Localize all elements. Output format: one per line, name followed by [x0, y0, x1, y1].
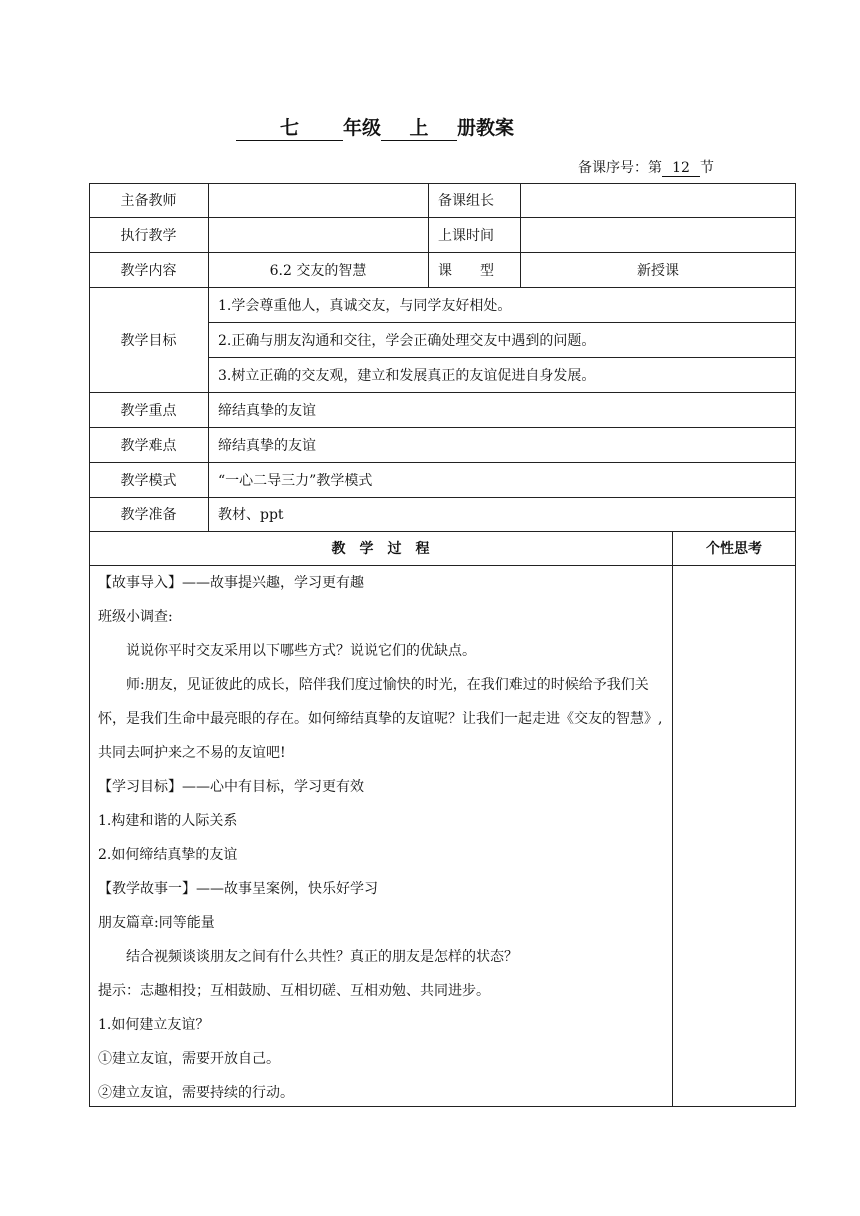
lesson-serial — [578, 157, 714, 177]
section-heading: 【故事导入】——故事提兴趣，学习更有趣 — [98, 575, 364, 591]
process-line: ②建立友谊，需要持续的行动。 — [98, 1085, 294, 1101]
process-paragraph: 师:朋友，见证彼此的成长，陪伴我们度过愉快的时光，在我们难过的时候给予我们关怀，是我们生命中最亮眼的存在。如何缔结真挚的友谊呢？让我们一起走进《交友的智慧》,共同去呵护来之不易的友谊吧! — [98, 677, 663, 761]
process-line: 2.如何缔结真挚的友谊 — [98, 847, 238, 863]
objective-item: 3.树立正确的交友观，建立和发展真正的友谊促进自身发展。 — [218, 367, 596, 384]
class-time-label: 上课时间 — [438, 227, 494, 244]
process-line: 说说你平时交友采用以下哪些方式？说说它们的优缺点。 — [126, 643, 476, 659]
process-line: ①建立友谊，需要开放自己。 — [98, 1051, 280, 1067]
process-line: 结合视频谈谈朋友之间有什么共性？真正的朋友是怎样的状态？ — [126, 949, 518, 965]
process-line: 1.如何建立友谊？ — [98, 1017, 210, 1033]
class-time-value — [520, 217, 796, 252]
lead-teacher-value — [208, 183, 428, 217]
objectives-label: 教学目标 — [120, 332, 177, 349]
exec-teacher-value — [208, 217, 428, 252]
key-point-value: 缔结真挚的友谊 — [218, 402, 316, 419]
process-line: 1.构建和谐的人际关系 — [98, 813, 238, 829]
section-heading: 【学习目标】——心中有目标，学习更有效 — [98, 779, 364, 795]
teaching-mode-label: 教学模式 — [120, 472, 177, 489]
serial-suffix: 节 — [700, 160, 714, 176]
process-line: 班级小调查: — [98, 609, 173, 625]
objective-item: 1.学会尊重他人，真诚交友，与同学友好相处。 — [218, 297, 512, 314]
term-suffix: 册教案 — [457, 117, 515, 139]
process-line: 提示：志趣相投；互相鼓励、互相切磋、互相劝勉、共同进步。 — [98, 983, 490, 999]
difficulty-value: 缔结真挚的友谊 — [218, 437, 316, 454]
grade-value: 七 — [236, 116, 343, 141]
lead-teacher-label: 主备教师 — [120, 193, 177, 209]
group-leader-value — [520, 183, 796, 217]
grade-suffix: 年级 — [343, 117, 382, 139]
serial-label: 备课序号：第 — [578, 160, 662, 176]
section-heading: 【教学故事一】——故事呈案例，快乐好学习 — [98, 881, 378, 897]
lesson-type-value: 新授课 — [637, 262, 679, 279]
process-header: 教 学 过 程 — [331, 541, 430, 557]
term-value: 上 — [381, 116, 457, 141]
key-point-label: 教学重点 — [120, 402, 177, 419]
objective-item: 2.正确与朋友沟通和交往，学会正确处理交友中遇到的问题。 — [218, 332, 596, 349]
lesson-type-label: 课 型 — [438, 262, 494, 279]
exec-teacher-label: 执行教学 — [120, 227, 177, 244]
preparation-value: 教材、ppt — [218, 507, 284, 523]
content-value: 6.2 交友的智慧 — [269, 262, 367, 279]
teaching-mode-value: “一心二导三力”教学模式 — [218, 472, 373, 489]
content-label: 教学内容 — [120, 262, 177, 279]
difficulty-label: 教学难点 — [120, 437, 177, 454]
process-line: 朋友篇章:同等能量 — [98, 915, 215, 931]
process-content — [90, 566, 672, 1110]
reflection-header: 个性思考 — [706, 541, 762, 557]
serial-number: 12 — [662, 160, 700, 177]
group-leader-label: 备课组长 — [438, 193, 494, 209]
preparation-label: 教学准备 — [120, 507, 177, 523]
